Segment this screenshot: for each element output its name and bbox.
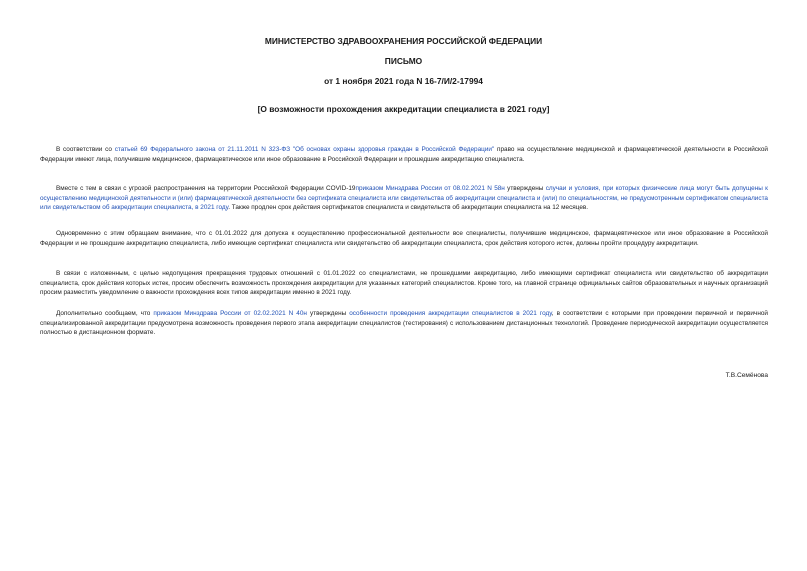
conditions-link[interactable]: случаи и условия, при которых физические лица могут быть допущены к осуществлению медицинской деятельности и (или) фармацевтической деятельности без сертификата специалиста или свидетельства об аккредитации специалиста и (или) по специальностям, не предусмотренным сертификатом специалиста или свидетельством об аккредитации специалиста, в 2021 году [40,185,768,212]
paragraph-3: Одновременно с этим обращаем внимание, что с 01.01.2022 для допуска к осуществлению профессиональной деятельности все специалисты, получившие медицинское, фармацевтическое или иное образование в Российской Федерации и не прошедшие аккредитацию специалиста, либо имеющие сертификат специалиста или свидетельство об аккредитации специалиста, срок действия которого истек, должны пройти процедуру аккредитации. [40,230,768,247]
paragraph-4: В связи с изложенным, с целью недопущения прекращения трудовых отношений с 01.01.2022 со специалистами, не прошедшими аккредитацию, либо имеющими сертификат специалиста или свидетельство об аккредитации специалиста, срок действия которых истек, просим обеспечить возможность прохождения аккредитации для указанных категорий специалистов. Кроме того, на главной странице официальных сайтов образовательных и научных организаций просим разместить уведомление о важности прохождения всех типов аккредитации именно в 2021 году. [40,270,768,297]
signature: Т.В.Семёнова [725,372,768,379]
paragraph-5: Дополнительно сообщаем, что приказом Минздрава России от 02.02.2021 N 40н утверждены особенности проведения аккредитации специалистов в 2021 году, в соответствии с которыми при проведении первичной и первичной специализированной аккредитации предусмотрена возможность проведения первого этапа аккредитации специалистов (тестирования) с использованием дистанционных технологий. Проведение периодической аккредитации осуществляется полностью в дистанционном формате. [40,310,768,337]
law-article-link[interactable]: статьей 69 Федерального закона от 21.11.2011 N 323-ФЗ "Об основах охраны здоровья граждан в Российской Федерации" [114,146,495,153]
paragraph-2: Вместе с тем в связи с угрозой распространения на территории Российской Федерации COVID-19приказом Минздрава России от 08.02.2021 N 58н утверждены случаи и условия, при которых физические лица могут быть допущены к осуществлению медицинской деятельности и (или) фармацевтической деятельности без сертификата специалиста или свидетельства об аккредитации специалиста и (или) по специальностям, не предусмотренным сертификатом специалиста или свидетельством об аккредитации специалиста, в 2021 году. Также продлен срок действия сертификатов специалиста и свидетельств об аккредитации специалиста на 12 месяцев. [40,185,768,212]
accreditation-features-link[interactable]: особенности проведения аккредитации специалистов в 2021 году [349,310,552,317]
order-58n-link[interactable]: приказом Минздрава России от 08.02.2021 N 58н [355,185,505,192]
document-type: ПИСЬМО [384,56,423,66]
document-date-number: от 1 ноября 2021 года N 16-7/И/2-17994 [324,76,483,86]
order-40n-link[interactable]: приказом Минздрава России от 02.02.2021 N 40н [153,310,307,317]
ministry-title: МИНИСТЕРСТВО ЗДРАВООХРАНЕНИЯ РОССИЙСКОЙ ФЕДЕРАЦИИ [264,36,543,46]
paragraph-1: В соответствии со статьей 69 Федерального закона от 21.11.2011 N 323-ФЗ "Об основах охраны здоровья граждан в Российской Федерации" право на осуществление медицинской и фармацевтической деятельности в Российской Федерации имеют лица, получившие медицинское, фармацевтическое или иное образование в Российской Федерации и прошедшие аккредитацию специалиста. [40,146,768,163]
document-subject: [О возможности прохождения аккредитации специалиста в 2021 году] [257,104,550,114]
